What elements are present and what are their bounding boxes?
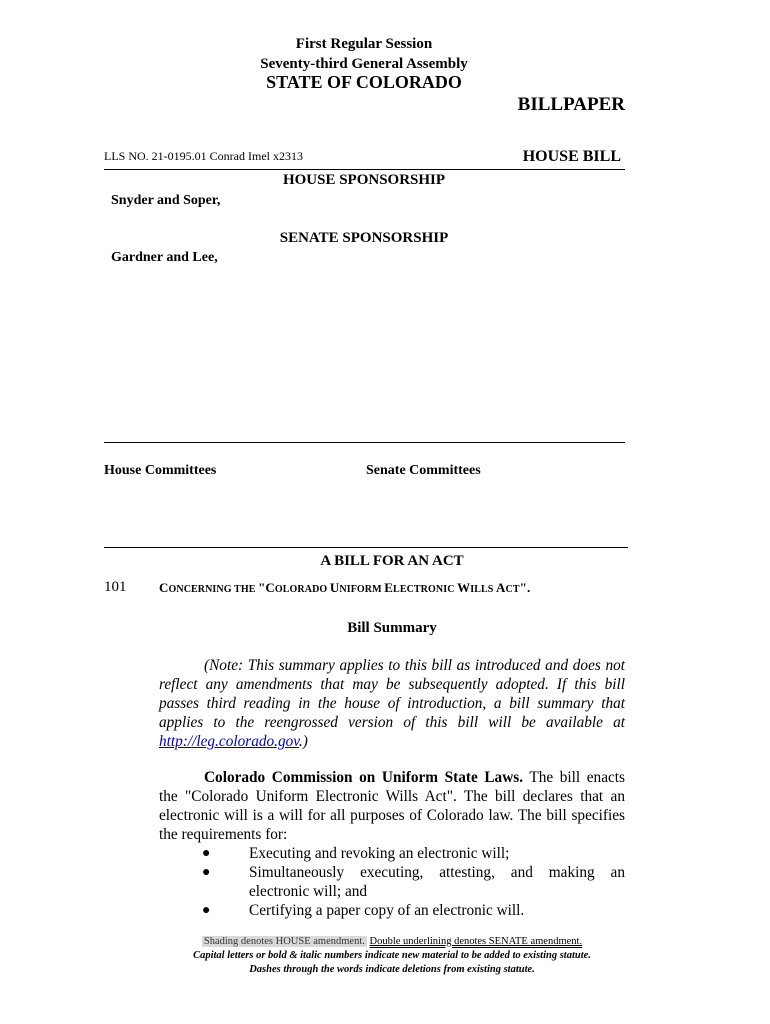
house-sponsors: Snyder and Soper,	[111, 193, 221, 208]
session-heading	[0, 34, 728, 74]
summary-body-heading: Colorado Commission on Uniform State Laws.	[204, 769, 524, 786]
session-line-2: Seventy-third General Assembly	[260, 56, 468, 72]
committees-rule-top	[104, 442, 625, 443]
list-item: ● Simultaneously executing, attesting, and making an electronic will; and	[202, 864, 625, 900]
shading-note: Shading denotes HOUSE amendment.	[203, 936, 365, 947]
committees-rule-bottom	[104, 547, 628, 548]
list-item: ● Executing and revoking an electronic will;	[202, 845, 510, 862]
header-rule	[104, 169, 625, 170]
footer-capital-note: Capital letters or bold & italic numbers indicate new material to be added to existing statute.	[193, 950, 591, 961]
footer-dashes-note: Dashes through the words indicate deletions from existing statute.	[249, 964, 535, 975]
house-sponsorship-heading: HOUSE SPONSORSHIP	[282, 172, 446, 188]
chamber-label: HOUSE BILL	[522, 148, 621, 165]
requirements-list	[159, 844, 625, 920]
list-item: ● Certifying a paper copy of an electronic will.	[202, 902, 525, 919]
line-number: 101	[104, 579, 127, 595]
lls-number: LLS NO. 21-0195.01 Conrad Imel x2313	[104, 149, 303, 163]
document-type: BILLPAPER	[517, 94, 625, 115]
house-committees-label: House Committees	[104, 463, 217, 478]
state-title: STATE OF COLORADO	[266, 72, 462, 92]
leg-colorado-link[interactable]: http://leg.colorado.gov	[159, 733, 299, 750]
underline-note: Double underlining denotes SENATE amendment.	[369, 936, 583, 947]
footer-amendment-note	[0, 936, 770, 947]
senate-sponsorship-heading: SENATE SPONSORSHIP	[279, 230, 449, 246]
senate-sponsors: Gardner and Lee,	[111, 250, 218, 265]
bill-title: A BILL FOR AN ACT	[320, 553, 464, 569]
bullet-icon: ●	[202, 865, 211, 880]
senate-committees-label: Senate Committees	[366, 463, 481, 478]
bill-summary-heading: Bill Summary	[347, 620, 437, 636]
summary-note: (Note: This summary applies to this bill as introduced and does not reflect any amendments that may be subsequently adopted. If this bill passes third reading in the house of introduction, a bill summary that applies to the reengrossed version of this bill will be available at http://leg.colorado.gov.)	[159, 657, 625, 750]
bullet-icon: ●	[202, 903, 211, 918]
session-line-1: First Regular Session	[295, 36, 433, 52]
summary-body: Colorado Commission on Uniform State Laws. The bill enacts the "Colorado Uniform Electronic Wills Act". The bill declares that an electronic will is a will for all purposes of Colorado law. The bill specifies the requirements for:	[159, 769, 625, 843]
bullet-icon: ●	[202, 846, 211, 861]
concerning-clause: CONCERNING THE "COLORADO UNIFORM ELECTRONIC WILLS ACT".	[159, 580, 531, 595]
